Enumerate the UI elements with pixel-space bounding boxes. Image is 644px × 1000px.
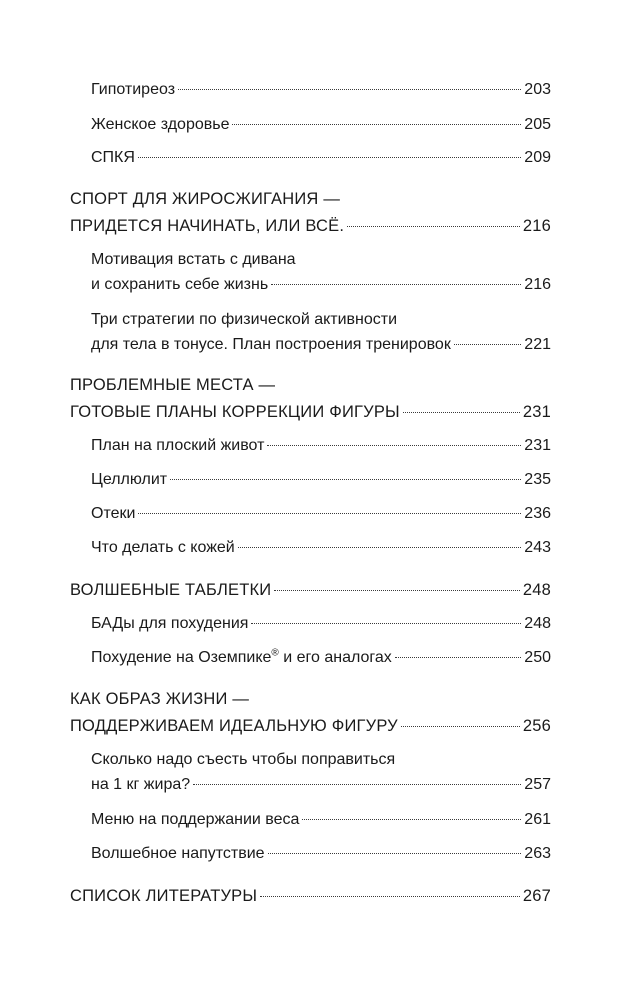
toc-entry-page: 250: [524, 649, 551, 666]
toc-chapter-title: СПИСОК ЛИТЕРАТУРЫ: [70, 887, 258, 905]
toc-entry-title: Мотивация встать с дивана: [91, 251, 296, 268]
dot-leader: [302, 819, 521, 820]
toc-entry-line1: [91, 310, 551, 330]
chapter-title-line1: [70, 689, 551, 709]
toc-chapter-title: ГОТОВЫЕ ПЛАНЫ КОРРЕКЦИИ ФИГУРЫ: [70, 403, 400, 421]
toc-entry: [91, 504, 551, 524]
toc-entry: [91, 470, 551, 490]
toc-entry-title: Целлюлит: [91, 471, 168, 488]
toc-entry: [91, 844, 551, 864]
dot-leader: [138, 157, 521, 158]
dot-leader: [267, 445, 521, 446]
toc-entry: [91, 810, 551, 830]
toc-entry: [91, 538, 551, 558]
toc-entry-page: 231: [524, 437, 551, 454]
toc-chapter-title: ПРОБЛЕМНЫЕ МЕСТА —: [70, 376, 276, 394]
toc-chapter: [70, 886, 551, 906]
toc-entry-title: Три стратегии по физической активности: [91, 311, 398, 328]
toc-entry: [91, 275, 551, 295]
chapter-title-line1: [70, 189, 551, 209]
dot-leader: [232, 124, 521, 125]
registered-mark: ®: [271, 647, 279, 659]
toc-entry-page: 209: [524, 149, 551, 166]
toc-entry-page: 257: [524, 776, 551, 793]
toc-entry-page: 263: [524, 845, 551, 862]
toc-entry-title-part: Похудение на Оземпике: [91, 649, 272, 666]
dot-leader: [401, 726, 520, 727]
toc-entry-title: Волшебное напутствие: [91, 845, 265, 862]
toc-entry-page: 248: [522, 581, 551, 599]
dot-leader: [238, 547, 522, 548]
toc-entry-page: 256: [522, 717, 551, 735]
toc-entry-page: 231: [522, 403, 551, 421]
toc-entry-title: для тела в тонусе. План построения тренировок: [91, 336, 451, 353]
dot-leader: [454, 344, 521, 345]
chapter-title-line1: [70, 375, 551, 395]
toc-entry-page: 248: [524, 615, 551, 632]
toc-entry-page: 267: [522, 887, 551, 905]
toc-entry-page: 205: [524, 116, 551, 133]
dot-leader: [347, 226, 520, 227]
toc-entry: [91, 148, 551, 168]
toc-entry: [91, 80, 551, 100]
toc-entry-title: СПКЯ: [91, 149, 135, 166]
dot-leader: [403, 412, 520, 413]
dot-leader: [138, 513, 521, 514]
toc-entry-title: Гипотиреоз: [91, 81, 176, 98]
dot-leader: [274, 590, 520, 591]
toc-chapter-title: ПОДДЕРЖИВАЕМ ИДЕАЛЬНУЮ ФИГУРУ: [70, 717, 398, 735]
toc-chapter: [70, 216, 551, 236]
toc-entry: [91, 335, 551, 355]
toc-entry-title: Меню на поддержании веса: [91, 811, 300, 828]
toc-entry: [91, 648, 551, 668]
dot-leader: [251, 623, 521, 624]
dot-leader: [193, 784, 521, 785]
toc-entry: [91, 115, 551, 135]
toc-entry-title: [91, 648, 392, 668]
toc-entry-title: План на плоский живот: [91, 437, 265, 454]
toc-chapter-title: ПРИДЕТСЯ НАЧИНАТЬ, ИЛИ ВСЁ.: [70, 217, 345, 235]
toc-chapter: [70, 402, 551, 422]
toc-chapter-title: КАК ОБРАЗ ЖИЗНИ —: [70, 690, 250, 708]
dot-leader: [395, 657, 522, 658]
toc-entry-page: 216: [522, 217, 551, 235]
toc-entry: [91, 436, 551, 456]
dot-leader: [260, 896, 520, 897]
toc-entry-title: Женское здоровье: [91, 116, 230, 133]
toc-entry-line1: [91, 250, 551, 270]
dot-leader: [178, 89, 521, 90]
toc-chapter: [70, 580, 551, 600]
toc-entry-title-part: и его аналогах: [278, 649, 392, 666]
dot-leader: [271, 284, 521, 285]
dot-leader: [268, 853, 522, 854]
toc-entry-title: Отеки: [91, 505, 136, 522]
toc-entry-page: 236: [524, 505, 551, 522]
toc-entry-title: БАДы для похудения: [91, 615, 249, 632]
dot-leader: [170, 479, 521, 480]
toc-entry-page: 221: [524, 336, 551, 353]
toc-entry-title: Сколько надо съесть чтобы поправиться: [91, 751, 396, 768]
toc-chapter-title: СПОРТ ДЛЯ ЖИРОСЖИГАНИЯ —: [70, 190, 341, 208]
toc-entry-title: и сохранить себе жизнь: [91, 276, 269, 293]
toc-entry-line1: [91, 750, 551, 770]
toc-entry-page: 235: [524, 471, 551, 488]
toc-entry-page: 261: [524, 811, 551, 828]
toc-entry-page: 243: [524, 539, 551, 556]
toc-entry: [91, 775, 551, 795]
toc-entry: [91, 614, 551, 634]
toc-chapter: [70, 716, 551, 736]
toc-entry-page: 216: [524, 276, 551, 293]
toc-chapter-title: ВОЛШЕБНЫЕ ТАБЛЕТКИ: [70, 581, 272, 599]
toc-entry-title: Что делать с кожей: [91, 539, 235, 556]
toc-entry-title: на 1 кг жира?: [91, 776, 191, 793]
toc-entry-page: 203: [524, 81, 551, 98]
